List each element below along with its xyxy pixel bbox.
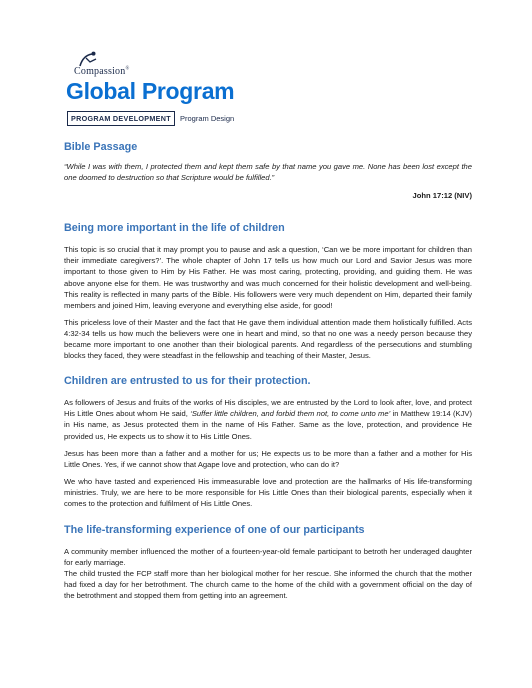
compassion-wordmark: Compassion® [74, 66, 130, 77]
being-important-paragraph-2: This priceless love of their Master and the fact that He gave them individual attention made them holistically fulfilled. Acts 4:32-34 tells us how much the believers were one in heart and mind, so that no one was a needy person because they became more important to one another than their biological parents. And regardless of the persecutions and stumbling blocks they faced, they were steadfast in the fellowship and teaching of their Master, Jesus. [64, 317, 472, 361]
bible-passage-heading: Bible Passage [64, 141, 138, 153]
sub-department-label: Program Design [180, 114, 235, 123]
entrusted-paragraph-2: Jesus has been more than a father and a mother for us; He expects us to be more than a father and a mother for His Little Ones. Yes, if we cannot show that Agape love and protection, who can do it? [64, 448, 472, 469]
being-important-paragraph-1: This topic is so crucial that it may prompt you to pause and ask a question, ‘Can we be more important for children than their immediate caregivers?’. The whole chapter of John 17 tells us how much our Lord and Savior Jesus was more important to those given to Him by His Father. He was most caring, protecting, providing, and guiding them. He was above anyone else for them. He was trustworthy and was much concerned for their holistic development and well-being. This reality is reflected in many parts of the Bible. His followers were very much dependent on Him, departed their family members and joined Him, leaving everyone and everything else aside, for good! [64, 245, 472, 310]
department-badge: PROGRAM DEVELOPMENT [67, 111, 175, 126]
being-important-section [64, 221, 472, 361]
life-transforming-section [64, 523, 472, 601]
document-body [64, 140, 472, 602]
program-title: Global Program [66, 78, 235, 104]
entrusted-p1-scripture: ‘Suffer little children, and forbid them not, to come unto me’ [190, 409, 391, 419]
life-transforming-heading: The life-transforming experience of one of our participants [64, 524, 365, 537]
life-transforming-paragraph-2: The child trusted the FCP staff more than her biological mother for her rescue. She informed the church that the mother had fixed a day for her betrothment. The church came to the home of the child with a government official on the day of the betrothment and stopped them from getting into an agreement. [64, 569, 472, 601]
entrusted-section [64, 374, 472, 509]
bible-passage-section [64, 140, 472, 201]
entrusted-heading: Children are entrusted to us for their protection. [64, 375, 311, 388]
bible-quote: “While I was with them, I protected them and kept them safe by that name you gave me. None has been lost except the one doomed to destruction so that Scripture would be fulfilled.” [64, 162, 472, 183]
life-transforming-paragraph-1: A community member influenced the mother of a fourteen-year-old female participant to betroth her underaged daughter for early marriage. [64, 547, 472, 568]
being-important-heading: Being more important in the life of children [64, 222, 285, 235]
header-logo-block [66, 50, 366, 130]
entrusted-p1-start: As followers of Jesus and fruits of the works of His disciples, we are entrusted by the Lord to look after, love, and protect His Little Ones about whom He said, [64, 398, 472, 419]
bible-reference: John 17:12 (NIV) [412, 191, 472, 201]
entrusted-paragraph-1 [64, 397, 472, 441]
entrusted-p1-end: in Matthew 19:14 (KJV) in His name, as Jesus protected them in the name of His Father. Same as the love, protection, and providence He provided us, He expects us to show it to His Little Ones. [64, 409, 472, 441]
entrusted-paragraph-3: We who have tasted and experienced His immeasurable love and protection are the hallmarks of His life-transforming ministries. Truly, we are here to be more responsible for His Little Ones than their biological parents, especially when it comes to the protection and fulfilment of His Little Ones. [64, 476, 472, 508]
